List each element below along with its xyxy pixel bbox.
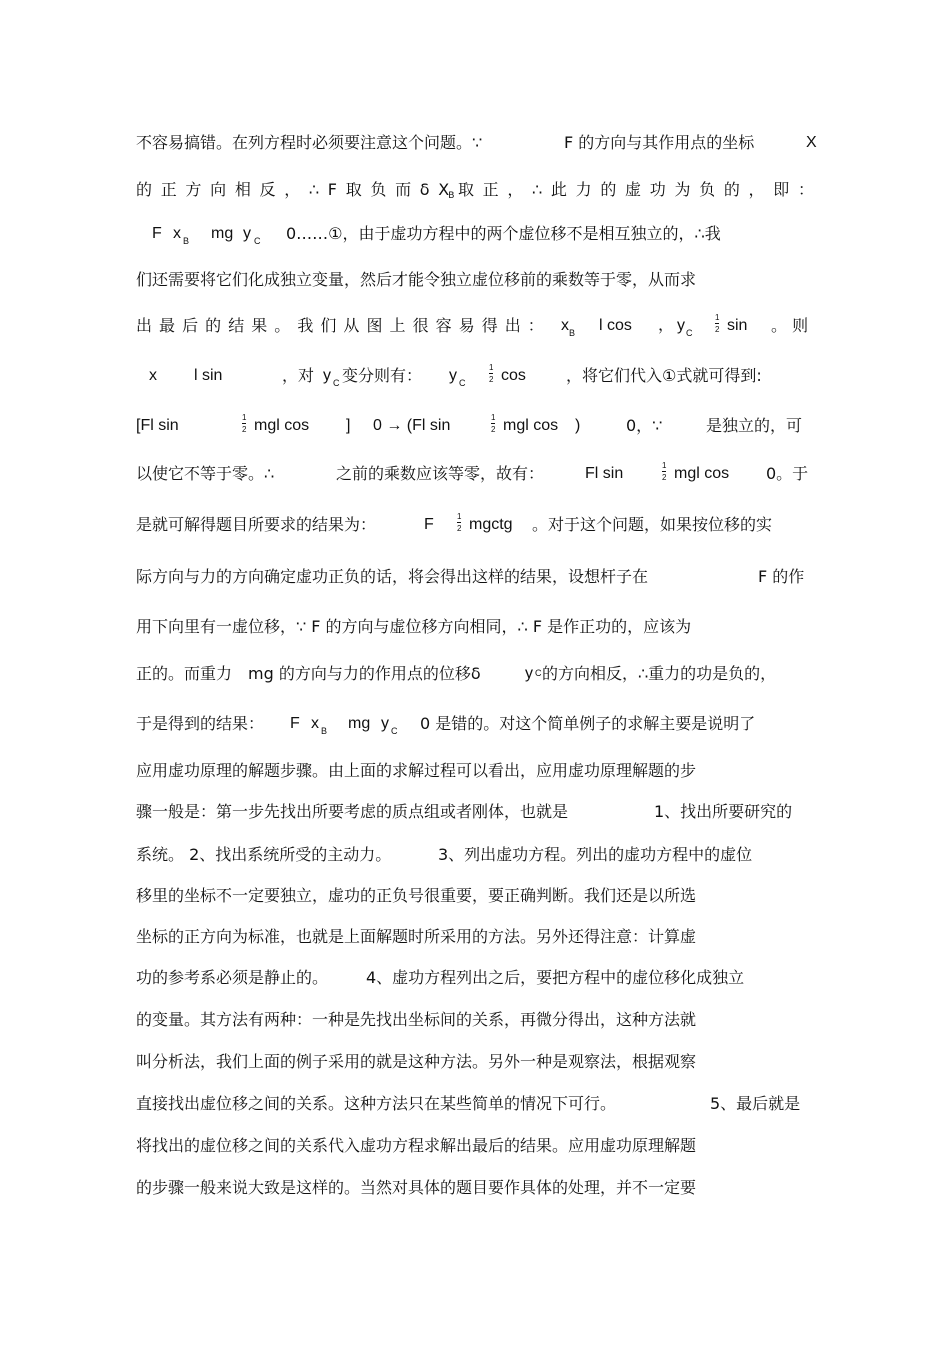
text-line-23: 将找出的虚位移之间的关系代入虚功方程求解出最后的结果。应用虚功原理解题 <box>136 1136 697 1155</box>
text-line-21: 叫分析法，我们上面的例子采用的就是这种方法。另外一种是观察法，根据观察 <box>136 1052 697 1071</box>
text-char: ∴ <box>532 180 543 199</box>
text-char: ： <box>797 180 814 199</box>
eq6-mg: mg <box>348 715 371 732</box>
text-line-9-b: 。对于这个问题，如果按位移的实 <box>532 515 773 534</box>
text-char: 很 <box>412 316 429 335</box>
text-line-16-b: 3、列出虚功方程。列出的虚功方程中的虚位 <box>438 845 753 864</box>
text-line-1-b: F 的方向与其作用点的坐标 <box>564 133 755 152</box>
text-char: 上 <box>389 316 406 335</box>
frac-half-5: 1 2 <box>662 461 667 482</box>
eq2-b: mgl cos <box>254 417 310 434</box>
text-line-16-a: 系统。 2、找出系统所受的主动力。 <box>136 845 392 864</box>
text-char: 相 <box>234 180 251 199</box>
text-char: 容 <box>435 316 452 335</box>
text-char: 方 <box>185 180 202 199</box>
text-char: 向 <box>210 180 227 199</box>
eq5-y-sub: C <box>535 668 542 678</box>
eq2-a: [Fl sin <box>136 417 179 434</box>
text-char: 。 <box>274 316 291 335</box>
eq-lsin: l sin <box>194 367 223 384</box>
text-char: ， <box>507 180 524 199</box>
text-line-12-c: 的方向相反，∴重力的功是负的， <box>542 664 777 683</box>
text-char: ， <box>748 180 765 199</box>
text-char: 正 <box>482 180 499 199</box>
text-line-20: 的变量。其方法有两种：一种是先找出坐标间的关系，再微分得出，这种方法就 <box>136 1010 697 1029</box>
text-char: ： <box>527 316 544 335</box>
text-line-6-c: ，将它们代入①式就可得到: <box>566 366 762 385</box>
eq1-x-sub: B <box>183 236 190 246</box>
eq1-y-sub: C <box>254 236 261 246</box>
text-char: 取 <box>457 180 474 199</box>
text-char: 的 <box>600 180 617 199</box>
text-line-5 <box>136 316 544 336</box>
text-char: 反 <box>259 180 276 199</box>
eq1-mg: mg <box>211 225 234 242</box>
eq-dx: x <box>149 367 157 384</box>
text-line-8-b: 之前的乘数应该等零，故有： <box>336 464 545 483</box>
eq-comma: ， <box>658 317 675 334</box>
text-line-8-a: 以使它不等于零。∴ <box>136 464 275 483</box>
text-line-5-end: 。 则 <box>771 316 809 335</box>
text-char: 果 <box>251 316 268 335</box>
eq-yc2-sub: C <box>333 378 340 388</box>
eq-lcos: l cos <box>599 317 632 334</box>
text-line-8-c: 0。于 <box>766 464 809 483</box>
text-line-14: 应用虚功原理的解题步骤。由上面的求解过程可以看出，应用虚功原理解题的步 <box>136 761 697 780</box>
text-char: 们 <box>320 316 337 335</box>
text-line-18: 坐标的正方向为标准，也就是上面解题时所采用的方法。另外还得注意：计算虚 <box>136 927 697 946</box>
text-line-1-c: X <box>806 134 817 151</box>
text-line-7-a: 0，∵ <box>626 416 663 435</box>
eq6-f: F <box>290 715 300 732</box>
text-line-15-b: 1、找出所要研究的 <box>654 802 793 821</box>
text-line-15-a: 骤一般是：第一步先找出所要考虑的质点组或者刚体，也就是 <box>136 802 569 821</box>
text-char: 力 <box>575 180 592 199</box>
text-line-2 <box>136 180 814 200</box>
text-line-17: 移里的坐标不一定要独立，虚功的正负号很重要，要正确判断。我们还是以所选 <box>136 886 697 905</box>
text-line-4: 们还需要将它们化成独立变量，然后才能令独立虚位移前的乘数等于零，从而求 <box>136 270 697 289</box>
text-char: 为 <box>674 180 691 199</box>
frac-half: 1 2 <box>715 313 720 334</box>
text-line-22-a: 直接找出虚位移之间的关系。这种方法只在某些简单的情况下可行。 <box>136 1094 617 1113</box>
text-char: 出 <box>504 316 521 335</box>
text-char: 从 <box>343 316 360 335</box>
text-char: 虚 <box>625 180 642 199</box>
text-char: X B <box>438 180 449 200</box>
eq6-x-sub: B <box>321 726 328 736</box>
eq3-a: Fl sin <box>585 465 624 482</box>
text-char: 后 <box>182 316 199 335</box>
eq4-mgctg: mgctg <box>469 516 513 533</box>
text-char: F <box>327 180 337 199</box>
eq2-d: 0 → (Fl sin <box>373 417 451 434</box>
eq-yc-sub: C <box>686 328 693 338</box>
text-line-12-a: 正的。而重力 <box>136 664 233 683</box>
eq-xb: x <box>561 317 569 334</box>
text-line-24: 的步骤一般来说大致是这样的。当然对具体的题目要作具体的处理，并不一定要 <box>136 1178 697 1197</box>
text-char: 正 <box>160 180 177 199</box>
eq-sin: sin <box>727 317 748 334</box>
frac-half-4: 1 2 <box>491 413 496 434</box>
text-char: ， <box>284 180 301 199</box>
text-char: 的 <box>205 316 222 335</box>
text-char: 的 <box>723 180 740 199</box>
text-line-19-a: 功的参考系必须是静止的。 <box>136 968 329 987</box>
text-char: 最 <box>159 316 176 335</box>
frac-half-2: 1 2 <box>489 363 494 384</box>
text-char: 得 <box>481 316 498 335</box>
text-line-3: 0……①，由于虚功方程中的两个虚位移不是相互独立的，∴我 <box>286 224 721 243</box>
frac-half-6: 1 2 <box>457 512 462 533</box>
text-line-13-b: 0 是错的。对这个简单例子的求解主要是说明了 <box>420 714 756 733</box>
eq-yc2: y <box>323 367 331 384</box>
eq6-y: y <box>381 715 389 732</box>
eq1-f: F <box>152 225 162 242</box>
text-line-12-b: mg 的方向与力的作用点的位移δ <box>248 664 481 683</box>
frac-half-3: 1 2 <box>242 413 247 434</box>
text-line-11: 用下向里有一虚位移，∵ F 的方向与虚位移方向相同，∴ F 是作正功的，应该为 <box>136 617 692 636</box>
text-line-10-b: F 的作 <box>758 567 805 586</box>
eq1-y: y <box>243 225 251 242</box>
text-char: ∴ <box>308 180 320 199</box>
eq2-c: ] <box>346 417 351 434</box>
text-line-1: 不容易搞错。在列方程时必须要注意这个问题。∵ <box>136 133 483 152</box>
text-char: 图 <box>366 316 383 335</box>
eq-dyc-sub: C <box>459 378 466 388</box>
text-char-sub: B <box>448 191 455 201</box>
text-line-10-a: 际方向与力的方向确定虚功正负的话，将会得出这样的结果，设想杆子在 <box>136 567 649 586</box>
text-line-13-a: 于是得到的结果： <box>136 714 265 733</box>
eq2-e: mgl cos <box>503 417 559 434</box>
text-char: 负 <box>699 180 716 199</box>
text-char: 我 <box>297 316 314 335</box>
text-char: 功 <box>649 180 666 199</box>
text-line-6-b: 变分则有： <box>342 366 423 385</box>
text-char: 此 <box>550 180 567 199</box>
text-char: 取 <box>345 180 362 199</box>
eq-xb-sub: B <box>569 328 576 338</box>
eq6-y-sub: C <box>391 726 398 736</box>
text-line-7-b: 是独立的，可 <box>706 416 803 435</box>
text-line-19-b: 4、虚功方程列出之后，要把方程中的虚位移化成独立 <box>366 968 745 987</box>
text-line-6-a: ，对 <box>282 366 315 385</box>
eq-yc: y <box>677 317 685 334</box>
text-line-22-b: 5、最后就是 <box>710 1094 801 1113</box>
text-char: 即 <box>773 180 790 199</box>
eq1-x: x <box>173 225 181 242</box>
text-char: 易 <box>458 316 475 335</box>
text-char: 结 <box>228 316 245 335</box>
eq-dyc: y <box>449 367 457 384</box>
text-char: δ <box>419 180 430 199</box>
eq4-f: F <box>424 516 434 533</box>
eq2-f: ) <box>575 417 581 434</box>
text-char: 的 <box>136 180 153 199</box>
eq5-y: y <box>525 665 533 682</box>
text-char: 而 <box>395 180 412 199</box>
text-line-9-a: 是就可解得题目所要求的结果为： <box>136 515 377 534</box>
text-char: 出 <box>136 316 153 335</box>
eq3-b: mgl cos <box>674 465 730 482</box>
eq-cos: cos <box>501 367 526 384</box>
text-char: 负 <box>370 180 387 199</box>
eq6-x: x <box>311 715 319 732</box>
